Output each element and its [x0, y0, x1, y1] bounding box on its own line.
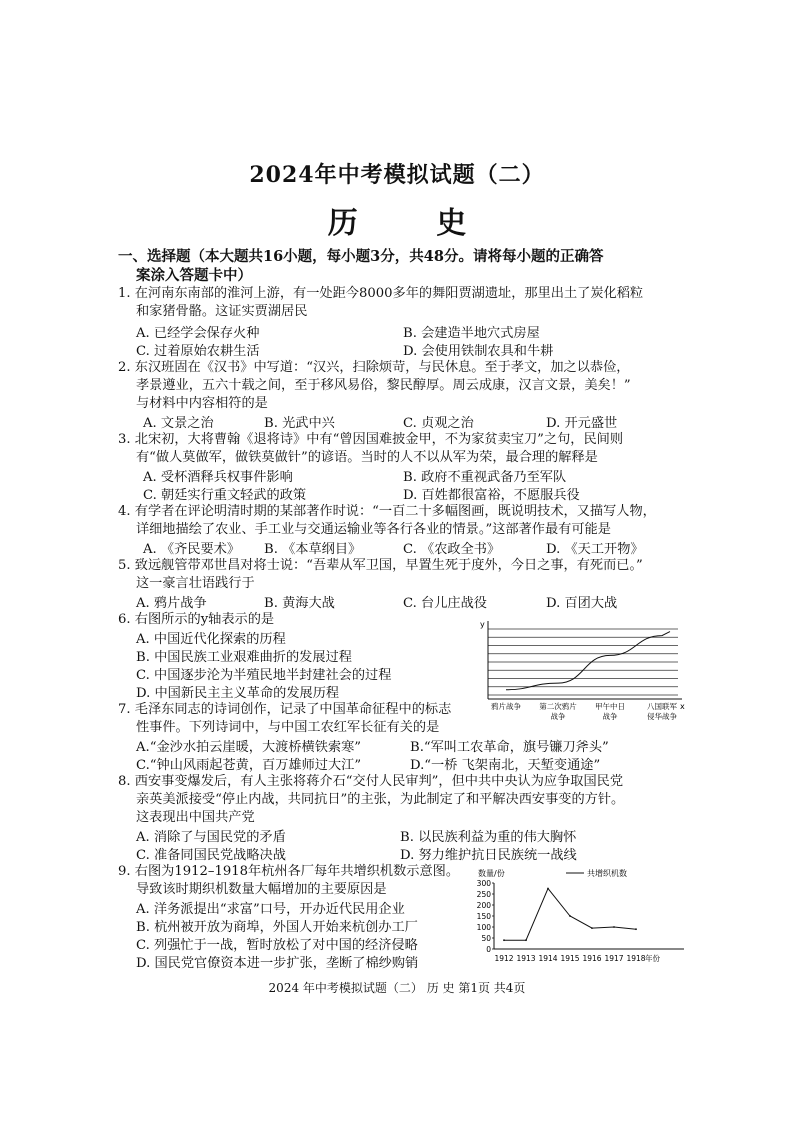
- q2-option-c: C. 贞观之治: [403, 416, 474, 431]
- section-heading: 一、选择题（本大题共16小题，每小题3分，共48分。请将每小题的正确答: [118, 248, 604, 265]
- question-4-line-1: 4. 有学者在评论明清时期的某部著作时说：“一百二十多幅图画，既说明技术，又描写人物，: [118, 504, 656, 519]
- q9-option-b: B. 杭州被开放为商埠，外国人开始来杭创办工厂: [136, 920, 418, 935]
- q1-option-d: D. 会使用铁制农具和牛耕: [403, 344, 554, 359]
- q9-data-point: [503, 939, 505, 941]
- q3-option-a: A. 受杯酒释兵权事件影响: [143, 470, 293, 485]
- q9-x-tick-label: 1918: [626, 954, 646, 963]
- q8-option-c: C. 准备同国民党战略决战: [136, 848, 286, 863]
- q6-category-label: 八国联军: [647, 702, 677, 711]
- question-2-line-3: 与材料中内容相符的是: [136, 396, 268, 411]
- q6-x-axis-label: x: [680, 702, 685, 711]
- q6-category-label: 鸦片战争: [491, 702, 521, 711]
- question-9-line-1: 9. 右图为1912–1918年杭州各厂每年共增织机数示意图。: [118, 864, 460, 879]
- q9-y-tick-label: 150: [476, 912, 491, 921]
- question-1-line-2: 和家猪骨骼。这证实贾湖居民: [136, 304, 308, 319]
- q6-category-label: 第二次鸦片: [539, 702, 577, 711]
- q6-gridlines: [488, 629, 678, 695]
- q6-option-a: A. 中国近代化探索的历程: [136, 632, 286, 647]
- question-3-line-2: 有“做人莫做军，做铁莫做针”的谚语。当时的人不以从军为荣，最合理的解释是: [136, 450, 598, 465]
- question-5-line-2: 这一豪言壮语践行于: [136, 576, 255, 591]
- q4-option-a: A. 《齐民要术》: [143, 542, 241, 557]
- question-8-line-2: 亲英美派接受“停止内战，共同抗日”的主张，为此制定了和平解决西安事变的方针。: [136, 792, 625, 807]
- q1-option-a: A. 已经学会保存火种: [136, 326, 260, 341]
- q3-option-b: B. 政府不重视武备乃至军队: [403, 470, 567, 485]
- q2-option-b: B. 光武中兴: [264, 416, 335, 431]
- q9-data-point: [613, 926, 615, 928]
- q9-data-point: [635, 928, 637, 930]
- q6-category-label: 甲午中日: [595, 702, 625, 711]
- q9-y-tick-label: 250: [476, 890, 491, 899]
- q8-option-a: A. 消除了与国民党的矛盾: [136, 830, 286, 845]
- q9-x-tick-label: 1912: [494, 954, 514, 963]
- q7-option-b: B.“军叫工农革命，旗号镰刀斧头”: [410, 740, 609, 755]
- q9-y-tick-label: 300: [476, 879, 491, 888]
- q9-y-tick-label: 100: [476, 923, 491, 932]
- q9-option-a: A. 洋务派提出“求富”口号，开办近代民用企业: [136, 902, 405, 917]
- question-3-line-1: 3. 北宋初，大将曹翰《退将诗》中有“曾因国难披金甲，不为家贫卖宝刀”之句，民间则: [118, 432, 624, 447]
- question-6-line-1: 6. 右图所示的y轴表示的是: [118, 612, 275, 627]
- q6-category-label: 战争: [550, 712, 566, 721]
- q2-option-d: D. 开元盛世: [546, 416, 618, 431]
- q9-data-point: [547, 888, 549, 890]
- q5-option-b: B. 黄海大战: [264, 596, 335, 611]
- section-heading-cont: 案涂入答题卡中）: [136, 267, 252, 284]
- q6-y-axis-label: y: [480, 620, 485, 629]
- q7-option-a: A.“金沙水拍云崖暖，大渡桥横铁索寒”: [136, 740, 362, 755]
- question-9-line-2: 导致该时期织机数量大幅增加的主要原因是: [136, 882, 387, 897]
- q9-data-point: [591, 927, 593, 929]
- q9-x-unit-label: 年份: [645, 954, 660, 963]
- q1-option-c: C. 过着原始农耕生活: [136, 344, 260, 359]
- exam-title: 2024年中考模拟试题（二）: [249, 162, 545, 188]
- question-2-line-2: 孝景遵业，五六十载之间，至于移风易俗，黎民醇厚。周云成康，汉言文景，美矣！”: [136, 378, 631, 393]
- q1-option-b: B. 会建造半地穴式房屋: [403, 326, 540, 341]
- question-2-line-1: 2. 东汉班固在《汉书》中写道：“汉兴，扫除烦苛，与民休息。至于孝文，加之以恭俭，: [118, 360, 630, 375]
- q9-x-tick-label: 1914: [538, 954, 558, 963]
- q9-x-ticks: [494, 953, 660, 963]
- q6-option-c: C. 中国逐步沦为半殖民地半封建社会的过程: [136, 668, 392, 683]
- q9-points: [503, 888, 637, 942]
- question-4-line-2: 详细地描绘了农业、手工业与交通运输业等各行各业的情景。”这部著作最有可能是: [136, 522, 611, 537]
- q5-option-c: C. 台儿庄战役: [403, 596, 487, 611]
- question-8-line-3: 这表现出中国共产党: [136, 810, 255, 825]
- q9-option-d: D. 国民党官僚资本进一步扩张，垄断了棉纱购销: [136, 956, 419, 971]
- q9-data-point: [569, 915, 571, 917]
- q4-option-d: D. 《天工开物》: [546, 542, 644, 557]
- q9-x-tick-label: 1915: [560, 954, 580, 963]
- question-7-line-1: 7. 毛泽东同志的诗词创作，记录了中国革命征程中的标志: [118, 702, 452, 717]
- page-footer: 2024 年中考模拟试题（二） 历 史 第1页 共4页: [268, 981, 526, 995]
- q9-y-unit-label: 数量/份: [478, 869, 505, 878]
- question-8-line-1: 8. 西安事变爆发后，有人主张将蒋介石“交付人民审判”，但中共中央认为应争取国民党: [118, 774, 624, 789]
- q9-y-tick-label: 200: [476, 901, 491, 910]
- q9-x-tick-label: 1917: [604, 954, 624, 963]
- q9-option-c: C. 列强忙于一战，暂时放松了对中国的经济侵略: [136, 938, 418, 953]
- q8-option-b: B. 以民族利益为重的伟大胸怀: [400, 830, 577, 845]
- q8-option-d: D. 努力维护抗日民族统一战线: [400, 848, 577, 863]
- q6-option-d: D. 中国新民主主义革命的发展历程: [136, 686, 340, 701]
- q9-loom-chart: [472, 865, 694, 970]
- q9-y-tick-label: 50: [481, 934, 491, 943]
- q7-option-c: C.“钟山风雨起苍黄，百万雄师过大江”: [136, 758, 362, 773]
- q9-series-line: [504, 889, 636, 941]
- question-1-line-1: 1. 在河南东南部的淮河上游，有一处距今8000多年的舞阳贾湖遗址，那里出土了炭化稻粒: [118, 286, 644, 301]
- q9-y-ticks: [477, 879, 494, 954]
- q3-option-c: C. 朝廷实行重文轻武的政策: [143, 488, 307, 503]
- q9-x-tick-label: 1916: [582, 954, 602, 963]
- q6-category-label: 侵华战争: [647, 712, 677, 721]
- q6-category-labels: [491, 701, 677, 721]
- q6-option-b: B. 中国民族工业艰难曲折的发展过程: [136, 650, 352, 665]
- q9-x-tick-label: 1913: [516, 954, 536, 963]
- question-5-line-1: 5. 致远舰管带邓世昌对将士说：“吾辈从军卫国，早置生死于度外，今日之事，有死而已。”: [118, 558, 643, 573]
- q5-option-d: D. 百团大战: [546, 596, 618, 611]
- q3-option-d: D. 百姓都很富裕，不愿服兵役: [403, 488, 580, 503]
- q5-option-a: A. 鸦片战争: [136, 596, 207, 611]
- q9-y-tick-label: 0: [486, 945, 491, 954]
- q6-trend-line: [506, 632, 670, 690]
- question-7-line-2: 性事件。下列诗词中，与中国工农红军长征有关的是: [136, 720, 440, 735]
- q2-option-a: A. 文景之治: [143, 416, 214, 431]
- q6-trend-chart: [470, 617, 690, 725]
- q6-category-label: 战争: [602, 712, 618, 721]
- q9-legend-label: 共增织机数: [587, 869, 627, 878]
- q9-data-point: [525, 939, 527, 941]
- subject-title: 历 史: [327, 206, 501, 241]
- q4-option-c: C. 《农政全书》: [403, 542, 501, 557]
- q4-option-b: B. 《本草纲目》: [264, 542, 362, 557]
- q7-option-d: D.“一桥 飞架南北，天堑变通途”: [410, 758, 601, 773]
